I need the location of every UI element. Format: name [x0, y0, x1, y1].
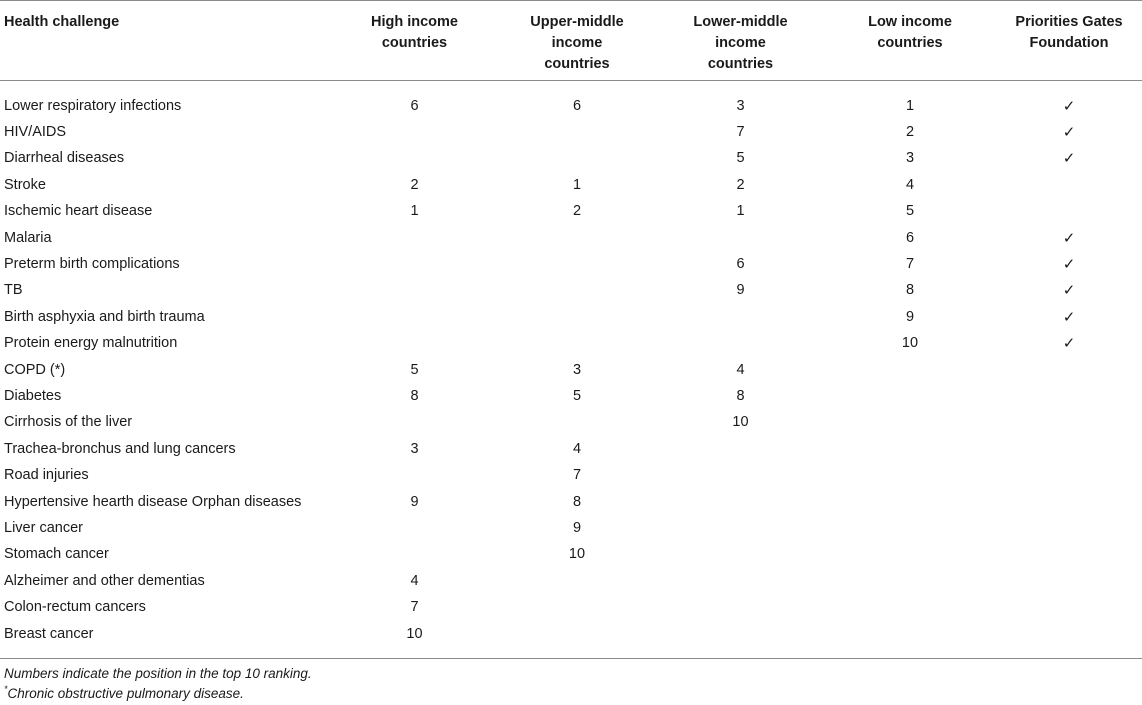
checkmark-icon: ✓ [1062, 149, 1076, 168]
cell-low-income [824, 568, 996, 594]
cell-low-income [824, 594, 996, 620]
header-line: Low income [868, 14, 952, 30]
header-health-challenge [0, 1, 332, 81]
header-line: countries [707, 56, 774, 72]
cell-low-income [824, 357, 996, 383]
cell-health-challenge: HIV/AIDS [4, 124, 67, 141]
header-low-income [824, 1, 996, 81]
cell-low-income [824, 515, 996, 541]
table-row [0, 172, 1142, 198]
cell-gates-priority [996, 410, 1142, 436]
cell-upper-middle-income: 2 [572, 203, 582, 220]
cell-lower-middle-income [657, 225, 824, 251]
cell-upper-middle-income [497, 621, 657, 647]
cell-gates-priority [996, 383, 1142, 409]
cell-upper-middle-income: 3 [572, 361, 582, 378]
cell-upper-middle-income [497, 331, 657, 357]
cell-lower-middle-income [657, 621, 824, 647]
cell-upper-middle-income: 1 [572, 176, 582, 193]
cell-low-income: 6 [905, 229, 915, 246]
header-line: Health challenge [4, 14, 120, 30]
cell-low-income: 10 [901, 335, 919, 352]
cell-gates-priority [996, 594, 1142, 620]
cell-lower-middle-income [657, 568, 824, 594]
cell-high-income [332, 304, 497, 330]
cell-gates-priority [996, 621, 1142, 647]
table-row [0, 357, 1142, 383]
table-row [0, 542, 1142, 568]
cell-upper-middle-income [497, 594, 657, 620]
cell-health-challenge: Cirrhosis of the liver [4, 414, 133, 431]
cell-upper-middle-income [497, 278, 657, 304]
cell-health-challenge: Protein energy malnutrition [4, 335, 178, 352]
table-row [0, 278, 1142, 304]
note-ranking: Numbers indicate the position in the top 10 ranking. [4, 666, 312, 681]
note-copd [4, 684, 312, 704]
table-row [0, 225, 1142, 251]
table-row [0, 568, 1142, 594]
cell-lower-middle-income: 7 [736, 124, 745, 141]
cell-gates-priority [996, 172, 1142, 198]
table-row [0, 515, 1142, 541]
cell-health-challenge: Stroke [4, 176, 46, 193]
cell-high-income: 8 [410, 387, 419, 404]
cell-high-income [332, 251, 497, 277]
cell-high-income [332, 515, 497, 541]
cell-health-challenge: Lower respiratory infections [4, 97, 182, 114]
cell-health-challenge: Ischemic heart disease [4, 203, 153, 220]
cell-low-income [824, 462, 996, 488]
cell-high-income: 4 [410, 572, 419, 589]
cell-low-income [824, 383, 996, 409]
cell-lower-middle-income: 5 [736, 150, 745, 167]
cell-high-income: 5 [410, 361, 419, 378]
cell-upper-middle-income [497, 146, 657, 172]
table-row [0, 462, 1142, 488]
header-line: income [715, 35, 766, 51]
cell-lower-middle-income: 6 [736, 256, 745, 273]
cell-lower-middle-income: 10 [732, 414, 749, 431]
cell-lower-middle-income [657, 331, 824, 357]
cell-health-challenge: COPD (*) [4, 361, 66, 378]
cell-upper-middle-income [497, 119, 657, 145]
cell-high-income [332, 278, 497, 304]
header-lower-middle-income [657, 1, 824, 81]
header-row [0, 1, 1142, 81]
cell-upper-middle-income: 7 [572, 467, 582, 484]
cell-high-income [332, 119, 497, 145]
table-row [0, 489, 1142, 515]
cell-gates-priority [996, 357, 1142, 383]
checkmark-icon: ✓ [1062, 123, 1076, 142]
cell-high-income [332, 542, 497, 568]
cell-low-income: 9 [905, 308, 915, 325]
cell-low-income [824, 410, 996, 436]
cell-health-challenge: Road injuries [4, 467, 89, 484]
checkmark-icon: ✓ [1062, 307, 1076, 326]
cell-health-challenge: Diabetes [4, 387, 62, 404]
note-asterisk: * [4, 684, 8, 694]
note-copd-text: Chronic obstructive pulmonary disease. [7, 686, 244, 701]
cell-lower-middle-income [657, 489, 824, 515]
cell-high-income: 2 [410, 176, 419, 193]
checkmark-icon: ✓ [1062, 334, 1076, 353]
header-line: High income [370, 14, 458, 30]
header-line: Upper-middle [530, 14, 624, 30]
cell-upper-middle-income: 4 [572, 440, 582, 457]
cell-health-challenge: Stomach cancer [4, 546, 109, 563]
header-high-income [332, 1, 497, 81]
cell-high-income: 7 [410, 599, 419, 616]
cell-lower-middle-income [657, 515, 824, 541]
cell-upper-middle-income [497, 225, 657, 251]
header-line: Priorities Gates [1015, 14, 1123, 30]
cell-lower-middle-income: 4 [736, 361, 745, 378]
cell-low-income: 4 [905, 176, 915, 193]
table-row [0, 594, 1142, 620]
checkmark-icon: ✓ [1062, 228, 1076, 247]
cell-gates-priority [996, 568, 1142, 594]
cell-high-income: 3 [410, 440, 419, 457]
cell-low-income [824, 436, 996, 462]
cell-health-challenge: Birth asphyxia and birth trauma [4, 308, 205, 325]
header-line: countries [877, 35, 943, 51]
table-row [0, 304, 1142, 330]
table-row [0, 331, 1142, 357]
cell-high-income [332, 410, 497, 436]
cell-lower-middle-income: 9 [736, 282, 745, 299]
cell-gates-priority [996, 462, 1142, 488]
cell-upper-middle-income: 8 [572, 493, 582, 510]
cell-health-challenge: Trachea-bronchus and lung cancers [4, 440, 236, 457]
cell-high-income: 9 [410, 493, 419, 510]
cell-health-challenge: Breast cancer [4, 625, 94, 642]
cell-low-income [824, 489, 996, 515]
cell-lower-middle-income [657, 436, 824, 462]
cell-lower-middle-income [657, 462, 824, 488]
cell-upper-middle-income: 6 [572, 97, 582, 114]
table-row [0, 146, 1142, 172]
header-upper-middle-income [497, 1, 657, 81]
cell-low-income: 8 [905, 282, 915, 299]
cell-low-income: 5 [905, 203, 915, 220]
cell-high-income [332, 462, 497, 488]
cell-health-challenge: Liver cancer [4, 519, 83, 536]
cell-gates-priority [996, 542, 1142, 568]
table-row [0, 199, 1142, 225]
header-line: countries [544, 56, 610, 72]
cell-high-income: 1 [410, 203, 419, 220]
cell-lower-middle-income: 2 [736, 176, 745, 193]
table-row [0, 119, 1142, 145]
cell-upper-middle-income [497, 410, 657, 436]
cell-health-challenge: Preterm birth complications [4, 256, 180, 273]
table-row [0, 383, 1142, 409]
header-line: countries [381, 35, 448, 51]
cell-high-income [332, 146, 497, 172]
cell-gates-priority [996, 199, 1142, 225]
table-body [0, 81, 1142, 659]
cell-lower-middle-income [657, 594, 824, 620]
cell-high-income: 6 [410, 97, 419, 114]
table-row [0, 93, 1142, 119]
cell-gates-priority [996, 515, 1142, 541]
cell-lower-middle-income [657, 542, 824, 568]
cell-health-challenge: Alzheimer and other dementias [4, 572, 205, 589]
cell-lower-middle-income: 1 [736, 203, 745, 220]
checkmark-icon: ✓ [1062, 255, 1076, 274]
cell-health-challenge: Hypertensive hearth disease Orphan diseases [4, 493, 302, 510]
cell-high-income [332, 331, 497, 357]
cell-lower-middle-income: 8 [736, 387, 745, 404]
cell-low-income: 3 [905, 150, 915, 167]
cell-upper-middle-income: 9 [572, 519, 582, 536]
cell-gates-priority [996, 436, 1142, 462]
checkmark-icon: ✓ [1062, 96, 1076, 115]
header-spacer [0, 81, 1142, 94]
cell-upper-middle-income: 5 [572, 387, 582, 404]
header-line: income [551, 35, 603, 51]
cell-upper-middle-income [497, 304, 657, 330]
cell-lower-middle-income: 3 [736, 97, 745, 114]
cell-health-challenge: Malaria [4, 229, 52, 246]
cell-health-challenge: TB [4, 282, 23, 299]
table-bottom-rule [0, 647, 1142, 659]
cell-low-income: 2 [905, 124, 915, 141]
header-line: Lower-middle [693, 14, 788, 30]
cell-health-challenge: Colon-rectum cancers [4, 599, 146, 616]
table-row [0, 621, 1142, 647]
cell-low-income: 1 [905, 97, 915, 114]
cell-high-income [332, 225, 497, 251]
table-row [0, 251, 1142, 277]
cell-upper-middle-income [497, 251, 657, 277]
cell-low-income [824, 542, 996, 568]
cell-high-income: 10 [406, 625, 423, 642]
table-row [0, 436, 1142, 462]
cell-low-income [824, 621, 996, 647]
table-notes [4, 664, 312, 704]
cell-lower-middle-income [657, 304, 824, 330]
header-line: Foundation [1029, 35, 1109, 51]
header-gates-priorities [996, 1, 1142, 81]
cell-gates-priority [996, 489, 1142, 515]
cell-upper-middle-income: 10 [568, 546, 586, 563]
table-row [0, 410, 1142, 436]
cell-upper-middle-income [497, 568, 657, 594]
cell-health-challenge: Diarrheal diseases [4, 150, 125, 167]
cell-low-income: 7 [905, 256, 915, 273]
checkmark-icon: ✓ [1062, 281, 1076, 300]
